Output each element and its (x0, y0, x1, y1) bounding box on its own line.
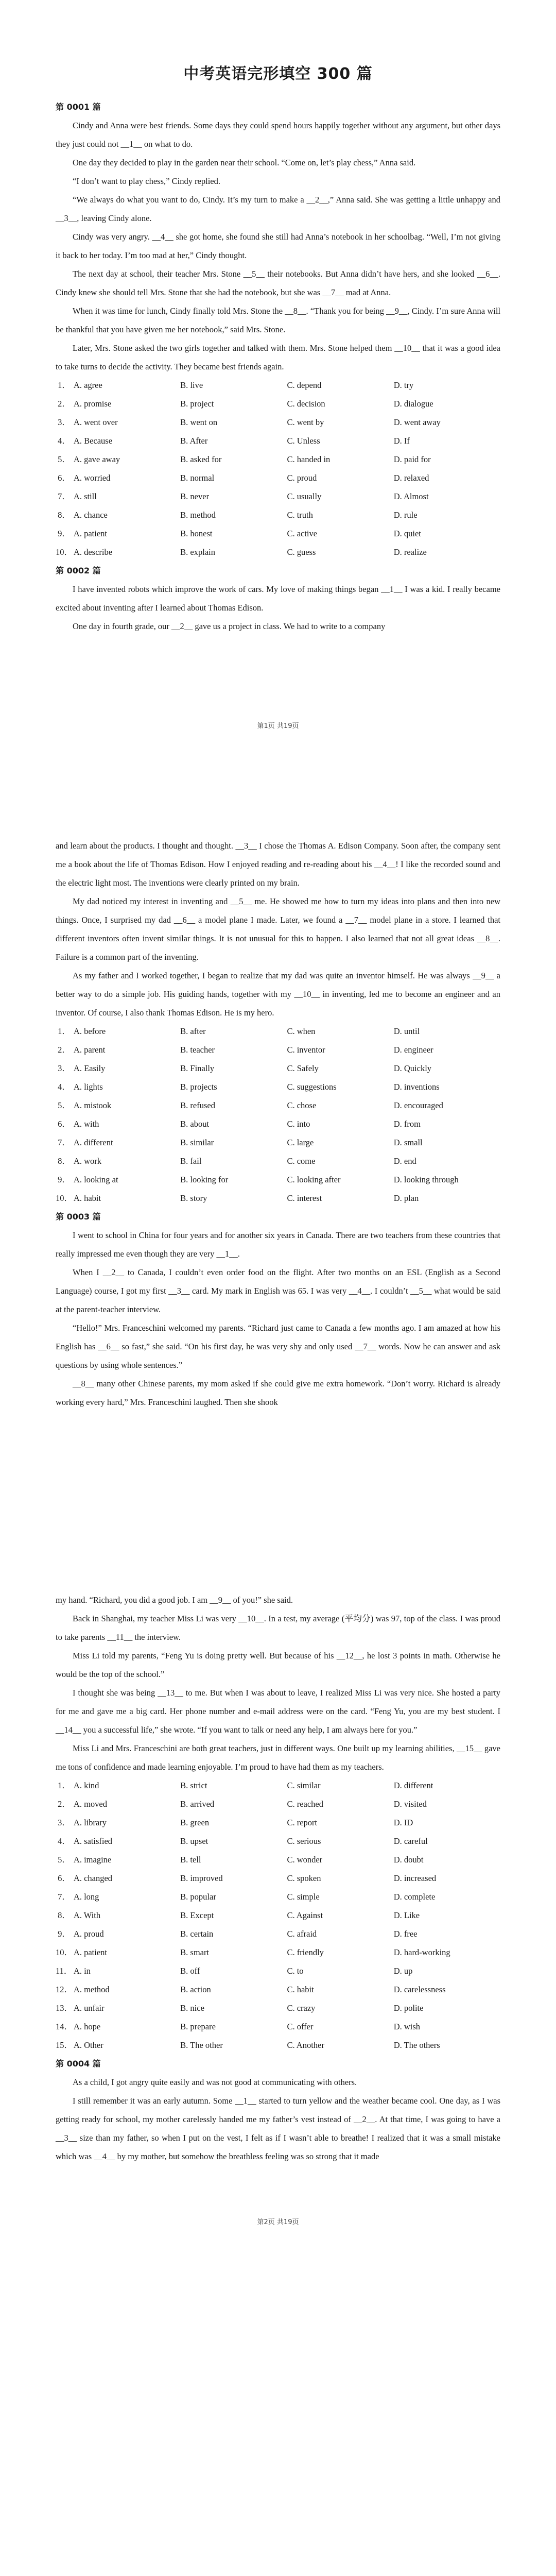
option-choice: B. improved (180, 1873, 223, 1883)
option-choice: C. simple (287, 1892, 320, 1902)
passage-paragraph: “Hello!” Mrs. Franceschini welcomed my parents. “Richard just came to Canada a few months ago. I am amazed at how his English has __6__ so fast,” she said. “On his first day, he was very shy and only used __7__ words. Now he can answer and ask questions by using whole sentences.” (56, 1323, 500, 1370)
option-choice: D. small (393, 1138, 423, 1147)
option-choice: D. rule (393, 510, 418, 520)
option-choice: C. chose (287, 1100, 317, 1110)
option-row (56, 1096, 500, 1115)
option-choice: D. end (393, 1156, 416, 1166)
option-row (56, 1906, 500, 1925)
option-choice: C. when (287, 1026, 316, 1036)
option-choice: D. If (393, 436, 410, 446)
page-footer: 第2页 共19页 (257, 2218, 299, 2226)
question-number: 3． (58, 1818, 71, 1827)
option-choice: A. mistook (73, 1100, 112, 1110)
passage-paragraph: One day in fourth grade, our __2__ gave us a project in class. We had to write to a company (73, 621, 386, 631)
option-row (56, 2036, 500, 2055)
option-choice: A. different (73, 1138, 113, 1147)
option-choice: B. after (180, 1026, 206, 1036)
option-choice: D. doubt (393, 1855, 424, 1865)
option-row (56, 1078, 500, 1096)
passage-paragraph: Back in Shanghai, my teacher Miss Li was very __10__. In a test, my average (平均分) was 97, top of the class. I was proud to take parents __11__ the interview. (56, 1614, 500, 1642)
page-1-content (56, 98, 500, 636)
option-choice: C. looking after (287, 1175, 341, 1184)
option-choice: B. fail (180, 1156, 202, 1166)
option-choice: A. gave away (73, 454, 120, 464)
option-row (56, 1171, 500, 1189)
option-choice: A. moved (73, 1799, 107, 1809)
option-choice: A. Other (73, 2040, 103, 2050)
option-choice: A. habit (73, 1193, 101, 1203)
option-choice: D. Almost (393, 492, 429, 501)
option-choice: C. crazy (287, 2003, 316, 2013)
option-choice: B. prepare (180, 2022, 216, 2031)
option-choice: A. With (73, 1910, 101, 1920)
option-choice: C. guess (287, 547, 316, 557)
options-table (56, 376, 500, 562)
passage-paragraph: Miss Li and Mrs. Franceschini are both great teachers, just in different ways. One built up my learning abilities, __15__ gave me tons of confidence and made learning enjoyable. I’m proud to have had them as my teachers. (56, 1743, 500, 1772)
option-choice: D. quiet (393, 529, 421, 538)
question-number: 9． (58, 529, 71, 538)
option-choice: B. upset (180, 1836, 208, 1846)
option-choice: A. agree (73, 380, 102, 390)
question-number: 6． (58, 473, 71, 483)
passage-paragraph: I went to school in China for four years and for another six years in Canada. There are two teachers from these countries that really impressed me even though they are very __1__. (56, 1230, 500, 1259)
option-choice: C. proud (287, 473, 317, 483)
option-choice: A. Because (73, 436, 113, 446)
option-choice: B. smart (180, 1947, 210, 1957)
option-choice: C. inventor (287, 1045, 325, 1055)
option-choice: D. realize (393, 547, 427, 557)
option-choice: C. suggestions (287, 1082, 337, 1092)
option-choice: B. refused (180, 1100, 215, 1110)
option-choice: C. to (287, 1966, 304, 1976)
passage-paragraph: I thought she was being __13__ to me. But when I was about to leave, I realized Miss Li was very nice. She hosted a party for me and gave me a big card. Her phone number and e-mail address were on the card. “Feng Yu, you are my best student. I __14__ you a successful life,” she wrote. “If you want to talk or need any help, I am always here for you.” (56, 1688, 500, 1735)
option-choice: B. Finally (180, 1063, 215, 1073)
question-number: 4． (58, 436, 71, 446)
option-choice: D. carelessness (393, 1985, 446, 1994)
passage-paragraph: I have invented robots which improve the work of cars. My love of making things began __1__ I was a kid. I really became excited about inventing after I learned about Thomas Edison. (56, 584, 500, 613)
option-row (56, 2018, 500, 2036)
option-row (56, 469, 500, 487)
option-choice: B. certain (180, 1929, 214, 1939)
option-row (56, 1925, 500, 1943)
option-choice: C. Safely (287, 1063, 319, 1073)
option-choice: D. inventions (393, 1082, 440, 1092)
passage-paragraph: One day they decided to play in the garden near their school. “Come on, let’s play chess,” Anna said. (73, 158, 416, 167)
option-choice: A. went over (73, 417, 118, 427)
page-2-content (56, 837, 500, 1412)
passage-paragraph: As a child, I got angry quite easily and was not good at communicating with others. (73, 2077, 357, 2087)
passage-paragraph: When I __2__ to Canada, I couldn’t even order food on the flight. After two months on an ESL (English as a Second Language) course, I got my first __3__ card. My mark in English was 65. I was very __4__. I couldn’t __5__ what would be said at the parent-teacher interview. (56, 1267, 500, 1314)
passage-paragraph: “I don’t want to play chess,” Cindy replied. (73, 176, 221, 186)
option-choice: D. looking through (393, 1175, 459, 1184)
question-number: 8． (58, 1156, 71, 1166)
passage-paragraph: Cindy was very angry. __4__ she got home, she found she still had Anna’s notebook in her schoolbag. “Well, I’m not giving it back to her today. I’m too mad at her,” Cindy thought. (56, 232, 500, 260)
passage-paragraph: The next day at school, their teacher Mrs. Stone __5__ their notebooks. But Anna didn’t have hers, and she looked __6__. Cindy knew she should tell Mrs. Stone that she had the notebook, but she was __7__ mad at Anna. (56, 269, 500, 297)
option-choice: B. honest (180, 529, 213, 538)
section-heading: 第 0003 篇 (56, 1212, 101, 1222)
option-row (56, 395, 500, 413)
option-row (56, 1041, 500, 1059)
option-choice: B. teacher (180, 1045, 215, 1055)
option-choice: D. relaxed (393, 473, 429, 483)
option-row (56, 1962, 500, 1980)
option-choice: B. about (180, 1119, 210, 1129)
option-choice: D. ID (393, 1818, 413, 1827)
option-choice: D. plan (393, 1193, 419, 1203)
question-number: 10． (56, 547, 73, 557)
passage-paragraph: Miss Li told my parents, “Feng Yu is doing pretty well. But because of his __12__, he lost 3 points in math. Otherwise he would be the top of the school.” (56, 1651, 500, 1679)
question-number: 5． (58, 1100, 71, 1110)
option-choice: A. patient (73, 1947, 107, 1957)
option-choice: C. wonder (287, 1855, 323, 1865)
option-choice: C. reached (287, 1799, 323, 1809)
question-number: 7． (58, 1138, 71, 1147)
option-row (56, 432, 500, 450)
option-choice: C. interest (287, 1193, 322, 1203)
option-choice: A. patient (73, 529, 107, 538)
option-choice: D. hard-working (393, 1947, 450, 1957)
option-row (56, 1832, 500, 1851)
option-choice: C. decision (287, 399, 325, 409)
option-choice: D. visited (393, 1799, 427, 1809)
page-3 (0, 1511, 556, 2331)
option-choice: C. Another (287, 2040, 324, 2050)
option-choice: C. habit (287, 1985, 314, 1994)
passage-paragraph: and learn about the products. I thought and thought. __3__ I chose the Thomas A. Edison Company. Soon after, the company sent me a book about the life of Thomas Edison. How I enjoyed reading and re-reading about his __4__! I like the recorded sound and the electric light most. The inventions were clearly printed on my brain. (56, 841, 500, 888)
option-choice: D. from (393, 1119, 421, 1129)
option-choice: B. The other (180, 2040, 223, 2050)
option-choice: D. went away (393, 417, 441, 427)
option-choice: A. satisfied (73, 1836, 113, 1846)
section-heading: 第 0004 篇 (56, 2059, 101, 2069)
option-choice: A. method (73, 1985, 110, 1994)
question-number: 2． (58, 399, 71, 409)
option-row (56, 1795, 500, 1814)
question-number: 14． (56, 2022, 73, 2031)
option-choice: A. library (73, 1818, 107, 1827)
option-choice: C. large (287, 1138, 314, 1147)
passage-paragraph: My dad noticed my interest in inventing and __5__ me. He showed me how to turn my ideas into plans and then into new things. Once, I surprised my dad __6__ a model plane I made. Later, we found a __7__ model plane in a store. I learned that different inventors often invent similar things. It is not unusual for this to happen. I also learned that not all great ideas __8__. Failure is a common part of the inventing. (56, 896, 500, 962)
question-number: 1． (58, 380, 71, 390)
option-choice: C. Against (287, 1910, 323, 1920)
option-choice: B. popular (180, 1892, 216, 1902)
question-number: 2． (58, 1045, 71, 1055)
option-choice: C. into (287, 1119, 310, 1129)
option-choice: C. offer (287, 2022, 314, 2031)
option-choice: B. method (180, 510, 216, 520)
option-choice: C. went by (287, 417, 324, 427)
option-choice: A. still (73, 492, 97, 501)
question-number: 9． (58, 1929, 71, 1939)
passage-paragraph: __8__ many other Chinese parents, my mom asked if she could give me extra homework. “Don’t worry. Richard is already working every hard,” Mrs. Franceschini laughed. Then she shook (56, 1379, 500, 1407)
option-row (56, 506, 500, 524)
option-row (56, 1888, 500, 1906)
passage-paragraph: Later, Mrs. Stone asked the two girls together and talked with them. Mrs. Stone helped them __10__ that it was a good idea to take turns to decide the activity. They became best friends again. (56, 343, 500, 371)
option-choice: A. Easily (73, 1063, 106, 1073)
option-choice: B. asked for (180, 454, 222, 464)
question-number: 6． (58, 1119, 71, 1129)
option-row (56, 450, 500, 469)
option-choice: D. free (393, 1929, 418, 1939)
option-row (56, 524, 500, 543)
option-row (56, 1133, 500, 1152)
option-choice: D. engineer (393, 1045, 433, 1055)
option-choice: C. report (287, 1818, 318, 1827)
option-choice: B. green (180, 1818, 210, 1827)
option-choice: C. come (287, 1156, 316, 1166)
question-number: 4． (58, 1082, 71, 1092)
question-number: 4． (58, 1836, 71, 1846)
option-choice: D. dialogue (393, 399, 433, 409)
option-row (56, 376, 500, 395)
option-choice: A. changed (73, 1873, 113, 1883)
option-choice: D. complete (393, 1892, 436, 1902)
option-choice: A. long (73, 1892, 99, 1902)
option-row (56, 1189, 500, 1208)
option-choice: B. explain (180, 547, 215, 557)
option-choice: B. looking for (180, 1175, 229, 1184)
option-choice: D. The others (393, 2040, 440, 2050)
option-choice: D. different (393, 1781, 433, 1790)
option-choice: C. active (287, 529, 318, 538)
question-number: 3． (58, 417, 71, 427)
option-choice: A. chance (73, 510, 108, 520)
passage-paragraph: As my father and I worked together, I began to realize that my dad was quite an inventor himself. He was always __9__ a better way to do a simple job. His guiding hands, together with my __10__ in inventing, led me to become an engineer and an inventor. Of course, I also thank Thomas Edison. He is my hero. (56, 971, 500, 1018)
question-number: 8． (58, 1910, 71, 1920)
question-number: 3． (58, 1063, 71, 1073)
option-choice: A. unfair (73, 2003, 105, 2013)
page-3-content (56, 1591, 500, 2166)
question-number: 10． (56, 1193, 73, 1203)
option-choice: A. hope (73, 2022, 101, 2031)
option-choice: B. went on (180, 417, 218, 427)
passage-paragraph: my hand. “Richard, you did a good job. I am __9__ of you!” she said. (56, 1595, 293, 1605)
option-choice: A. before (73, 1026, 106, 1036)
question-number: 1． (58, 1781, 71, 1790)
passage-paragraph: I still remember it was an early autumn. Some __1__ started to turn yellow and the weather became cool. One day, as I was getting ready for school, my mother carelessly handed me my father’s vest instead of __2__. At that time, I was going to have a __3__ size than my father, so when I put on the vest, I felt as if I wasn’t able to breathe! I realized that it was a small mistake which was __4__ by my mother, but somehow the breathless feeling was so strong that it made (56, 2096, 500, 2161)
option-row (56, 1869, 500, 1888)
option-choice: B. strict (180, 1781, 207, 1790)
options-table (56, 1022, 500, 1208)
option-choice: C. usually (287, 492, 322, 501)
option-choice: B. tell (180, 1855, 201, 1865)
option-choice: D. until (393, 1026, 420, 1036)
option-choice: A. kind (73, 1781, 99, 1790)
question-number: 11． (56, 1966, 73, 1976)
options-table (56, 1776, 500, 2055)
option-choice: D. try (393, 380, 414, 390)
option-choice: C. handed in (287, 454, 331, 464)
option-row (56, 1115, 500, 1133)
option-choice: D. increased (393, 1873, 437, 1883)
option-row (56, 1814, 500, 1832)
option-choice: B. action (180, 1985, 211, 1994)
option-row (56, 1059, 500, 1078)
option-choice: D. encouraged (393, 1100, 443, 1110)
option-choice: B. story (180, 1193, 207, 1203)
option-choice: A. proud (73, 1929, 104, 1939)
option-row (56, 1152, 500, 1171)
option-choice: B. projects (180, 1082, 217, 1092)
option-choice: C. friendly (287, 1947, 324, 1957)
option-choice: B. project (180, 399, 214, 409)
question-number: 12． (56, 1985, 73, 1994)
option-choice: A. parent (73, 1045, 106, 1055)
section-heading: 第 0001 篇 (56, 102, 101, 112)
option-row (56, 413, 500, 432)
option-choice: C. afraid (287, 1929, 317, 1939)
option-choice: B. After (180, 436, 208, 446)
option-choice: D. Quickly (393, 1063, 432, 1073)
option-choice: D. careful (393, 1836, 428, 1846)
option-choice: D. polite (393, 2003, 424, 2013)
option-choice: B. Except (180, 1910, 214, 1920)
section-heading: 第 0002 篇 (56, 566, 101, 575)
question-number: 2． (58, 1799, 71, 1809)
option-choice: C. depend (287, 380, 322, 390)
option-row (56, 1980, 500, 1999)
option-row (56, 1776, 500, 1795)
question-number: 5． (58, 454, 71, 464)
option-row (56, 1999, 500, 2018)
passage-paragraph: When it was time for lunch, Cindy finally told Mrs. Stone the __8__. “Thank you for being __9__, Cindy. I’m sure Anna will be thankful that you have given me her notebook,” said Mrs. Stone. (56, 306, 500, 334)
question-number: 6． (58, 1873, 71, 1883)
option-choice: B. normal (180, 473, 215, 483)
question-number: 7． (58, 492, 71, 501)
option-choice: A. looking at (73, 1175, 118, 1184)
option-choice: C. similar (287, 1781, 321, 1790)
option-choice: B. off (180, 1966, 200, 1976)
option-row (56, 1851, 500, 1869)
option-choice: B. live (180, 380, 203, 390)
option-choice: D. up (393, 1966, 413, 1976)
option-row (56, 1943, 500, 1962)
page-1 (0, 0, 556, 748)
option-choice: B. arrived (180, 1799, 215, 1809)
question-number: 13． (56, 2003, 73, 2013)
option-choice: B. similar (180, 1138, 214, 1147)
option-choice: D. paid for (393, 454, 431, 464)
option-row (56, 487, 500, 506)
option-choice: A. imagine (73, 1855, 112, 1865)
passage-paragraph: Cindy and Anna were best friends. Some days they could spend hours happily together without any argument, but other days they just could not __1__ on what to do. (56, 121, 500, 149)
option-choice: C. truth (287, 510, 313, 520)
option-choice: B. nice (180, 2003, 204, 2013)
option-choice: A. with (73, 1119, 99, 1129)
option-choice: C. Unless (287, 436, 320, 446)
question-number: 5． (58, 1855, 71, 1865)
question-number: 15． (56, 2040, 73, 2050)
option-choice: D. Like (393, 1910, 420, 1920)
option-choice: A. describe (73, 547, 113, 557)
option-row (56, 543, 500, 562)
option-choice: A. work (73, 1156, 101, 1166)
option-choice: A. lights (73, 1082, 103, 1092)
option-row (56, 1022, 500, 1041)
option-choice: C. serious (287, 1836, 321, 1846)
question-number: 8． (58, 510, 71, 520)
document-title: 中考英语完形填空 300 篇 (183, 65, 373, 83)
option-choice: B. never (180, 492, 210, 501)
question-number: 9． (58, 1175, 71, 1184)
page-footer: 第1页 共19页 (257, 722, 299, 730)
option-choice: A. worried (73, 473, 111, 483)
option-choice: C. spoken (287, 1873, 321, 1883)
passage-paragraph: “We always do what you want to do, Cindy. It’s my turn to make a __2__,” Anna said. She was getting a little unhappy and __3__, leaving Cindy alone. (56, 195, 500, 223)
question-number: 7． (58, 1892, 71, 1902)
question-number: 10． (56, 1947, 73, 1957)
question-number: 1． (58, 1026, 71, 1036)
option-choice: A. promise (73, 399, 112, 409)
option-choice: D. wish (393, 2022, 421, 2031)
option-choice: A. in (73, 1966, 91, 1976)
